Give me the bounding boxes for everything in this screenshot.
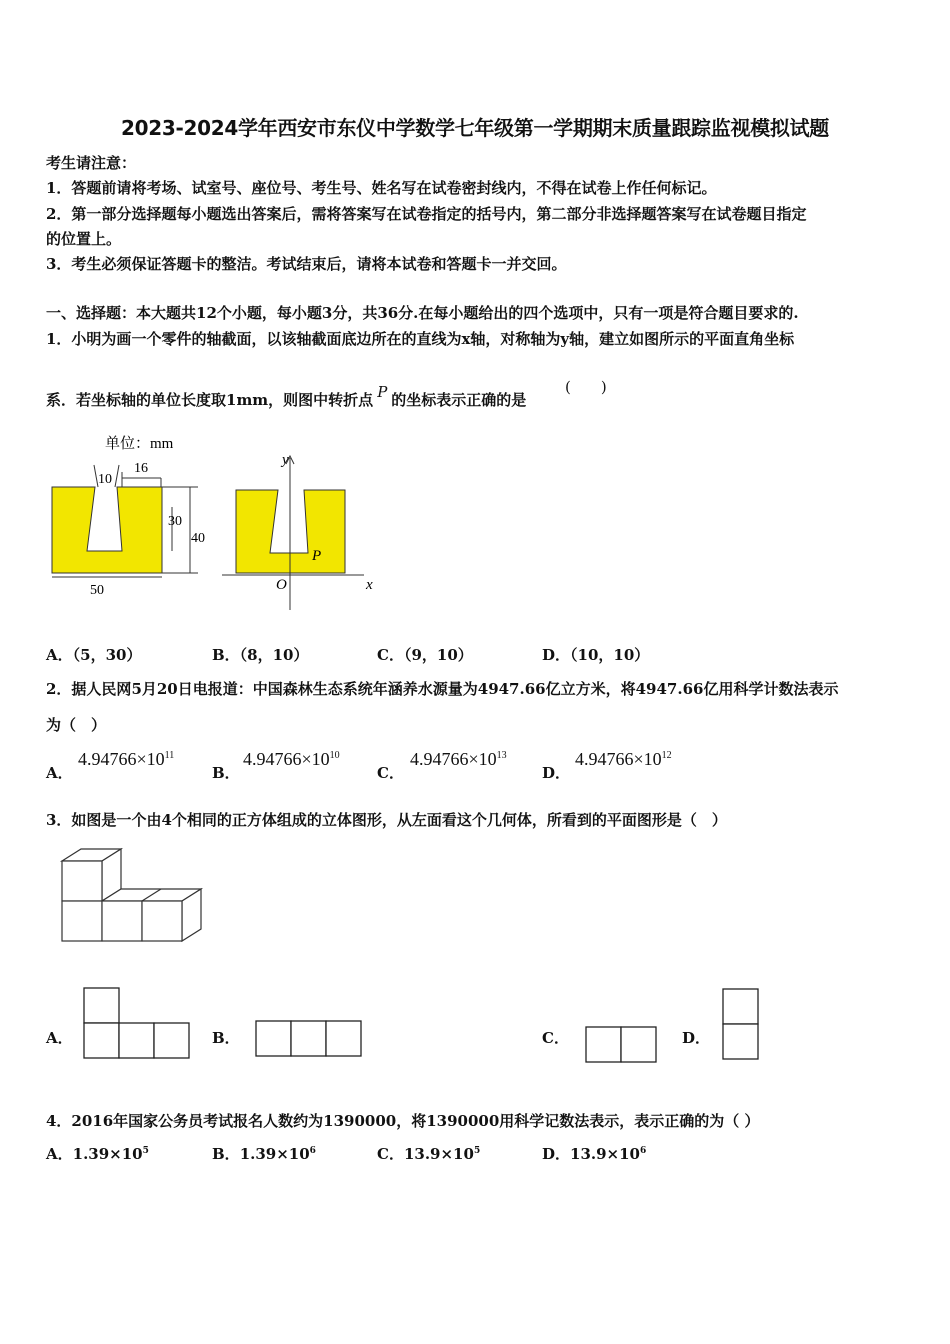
- q3-line1: 3．如图是一个由4个相同的正方体组成的立体图形，从左面看这个几何体，所看到的平面图形是（ ）: [46, 811, 727, 829]
- q4-mantissa-c: 13.9×10: [403, 1145, 474, 1163]
- cube-front-face: [102, 901, 142, 941]
- q4-mantissa-a: 1.39×10: [72, 1145, 143, 1163]
- q2-mantissa-c: 4.94766: [410, 749, 469, 769]
- q3-letter-a: A．: [46, 1029, 73, 1047]
- q1-line2-end: 的坐标表示正确的是: [391, 391, 527, 409]
- q2-letter-d: D．: [542, 764, 571, 782]
- q4-exp-b: 6: [309, 1146, 316, 1156]
- q3-option-a[interactable]: [46, 1027, 73, 1048]
- q1-line2: [46, 383, 527, 410]
- q3-letter-d: D．: [682, 1029, 711, 1047]
- fig-point-p: P: [312, 548, 322, 564]
- fig-x-label: x: [366, 577, 373, 593]
- notice-heading: 考生请注意：: [46, 154, 137, 172]
- q3-option-b-figure: [254, 1019, 366, 1059]
- fig-origin-label: O: [276, 577, 287, 593]
- q4-option-d[interactable]: [542, 1143, 646, 1164]
- q1-option-c[interactable]: C．（9，10）: [377, 646, 473, 664]
- notice-item-3: 3．考生必须保证答题卡的整洁。考试结束后，请将本试卷和答题卡一并交回。: [46, 255, 567, 273]
- q2-exp-d: 12: [661, 750, 672, 761]
- q4-letter-d: D．: [542, 1145, 571, 1163]
- q2-exp-c: 13: [496, 750, 507, 761]
- q2-letter-c: C．: [377, 764, 404, 782]
- q4-option-b[interactable]: [212, 1143, 316, 1164]
- q2-exp-a: 11: [164, 750, 175, 761]
- q2-times-d: ×10: [633, 749, 662, 769]
- q2-times-b: ×10: [301, 749, 330, 769]
- fig-dim-line: [115, 465, 119, 487]
- q2-mantissa-d: 4.94766: [575, 749, 634, 769]
- q2-times-a: ×10: [136, 749, 165, 769]
- q4-mantissa-d: 13.9×10: [570, 1145, 640, 1163]
- q4-letter-c: C．: [377, 1145, 404, 1163]
- fig-y-label: y: [282, 452, 289, 468]
- q4-letter-b: B．: [212, 1145, 240, 1163]
- q2-value-c: [410, 749, 507, 770]
- q2-mantissa-a: 4.94766: [78, 749, 137, 769]
- q2-letter-a: A．: [46, 764, 73, 782]
- page-title: 2023-2024学年西安市东仪中学数学七年级第一学期期末质量跟踪监视模拟试题: [121, 116, 829, 140]
- q3-letter-c: C．: [542, 1029, 569, 1047]
- q2-line2: 为（ ）: [46, 716, 107, 734]
- fig-unit-label: 单位：mm: [105, 436, 174, 452]
- fig-dim-10: 10: [98, 472, 112, 487]
- q3-option-a-figure: [82, 986, 194, 1062]
- fig-dim-30: 30: [168, 514, 182, 529]
- q2-option-a[interactable]: [46, 762, 73, 783]
- q1-figure: [40, 430, 390, 620]
- notice-item-2: 2．第一部分选择题每小题选出答案后，需将答案写在试卷指定的括号内，第二部分非选择题答案写在试卷题目指定: [46, 205, 807, 223]
- q3-letter-b: B．: [212, 1029, 240, 1047]
- q4-option-c[interactable]: [377, 1143, 480, 1164]
- fig-left-shape: [52, 487, 162, 573]
- q2-exp-b: 10: [329, 750, 340, 761]
- cube-front-face: [62, 861, 102, 901]
- section-heading: 一、选择题：本大题共12个小题，每小题3分，共36分.在每小题给出的四个选项中，只有一项是符合题目要求的.: [46, 304, 799, 322]
- q2-value-d: [575, 749, 672, 770]
- fig-dim-40: 40: [191, 531, 205, 546]
- notice-item-1: 1．答题前请将考场、试室号、座位号、考生号、姓名写在试卷密封线内，不得在试卷上作任何标记。: [46, 179, 717, 197]
- q4-exp-c: 5: [473, 1146, 481, 1156]
- q1-answer-paren: ( ): [565, 378, 607, 396]
- q4-letter-a: A．: [46, 1145, 73, 1163]
- cube-front-face: [142, 901, 182, 941]
- q4-exp-a: 5: [142, 1146, 149, 1156]
- q2-letter-b: B．: [212, 764, 240, 782]
- q3-option-d-figure: [721, 987, 761, 1063]
- q2-value-b: [243, 749, 340, 770]
- q4-option-a[interactable]: [46, 1143, 149, 1164]
- q2-option-d[interactable]: [542, 762, 570, 783]
- fig-dim-16: 16: [134, 461, 148, 476]
- q3-solid-figure: [55, 846, 215, 948]
- q1-line1: 1．小明为画一个零件的轴截面，以该轴截面底边所在的直线为x轴，对称轴为y轴，建立如图所示的平面直角坐标: [46, 330, 795, 348]
- q2-line1: 2．据人民网5月20日电报道：中国森林生态系统年涵养水源量为4947.66亿立方米，将4947.66亿用科学计数法表示: [46, 680, 839, 698]
- cube-front-face: [62, 901, 102, 941]
- q4-exp-d: 6: [640, 1146, 647, 1156]
- q1-option-d[interactable]: D．（10，10）: [542, 646, 650, 664]
- q4-mantissa-b: 1.39×10: [239, 1145, 310, 1163]
- q2-value-a: [78, 749, 174, 770]
- q4-line1: 4．2016年国家公务员考试报名人数约为1390000，将1390000用科学记数法表示，表示正确的为（ ）: [46, 1112, 760, 1130]
- q1-line2-text: 系．若坐标轴的单位长度取1mm，则图中转折点: [46, 391, 374, 409]
- q1-option-a[interactable]: A．（5，30）: [46, 646, 142, 664]
- q3-option-b[interactable]: [212, 1027, 240, 1048]
- q3-option-c[interactable]: [542, 1027, 569, 1048]
- q3-option-d[interactable]: [682, 1027, 710, 1048]
- q2-option-b[interactable]: [212, 762, 240, 783]
- notice-item-2-cont: 的位置上。: [46, 230, 122, 248]
- q2-option-c[interactable]: [377, 762, 404, 783]
- q2-times-c: ×10: [468, 749, 497, 769]
- q1-option-b[interactable]: B．（8，10）: [212, 646, 309, 664]
- q1-point-p: P: [377, 383, 388, 401]
- fig-dim-50: 50: [90, 583, 104, 598]
- q3-option-c-figure: [584, 1025, 660, 1065]
- q2-mantissa-b: 4.94766: [243, 749, 302, 769]
